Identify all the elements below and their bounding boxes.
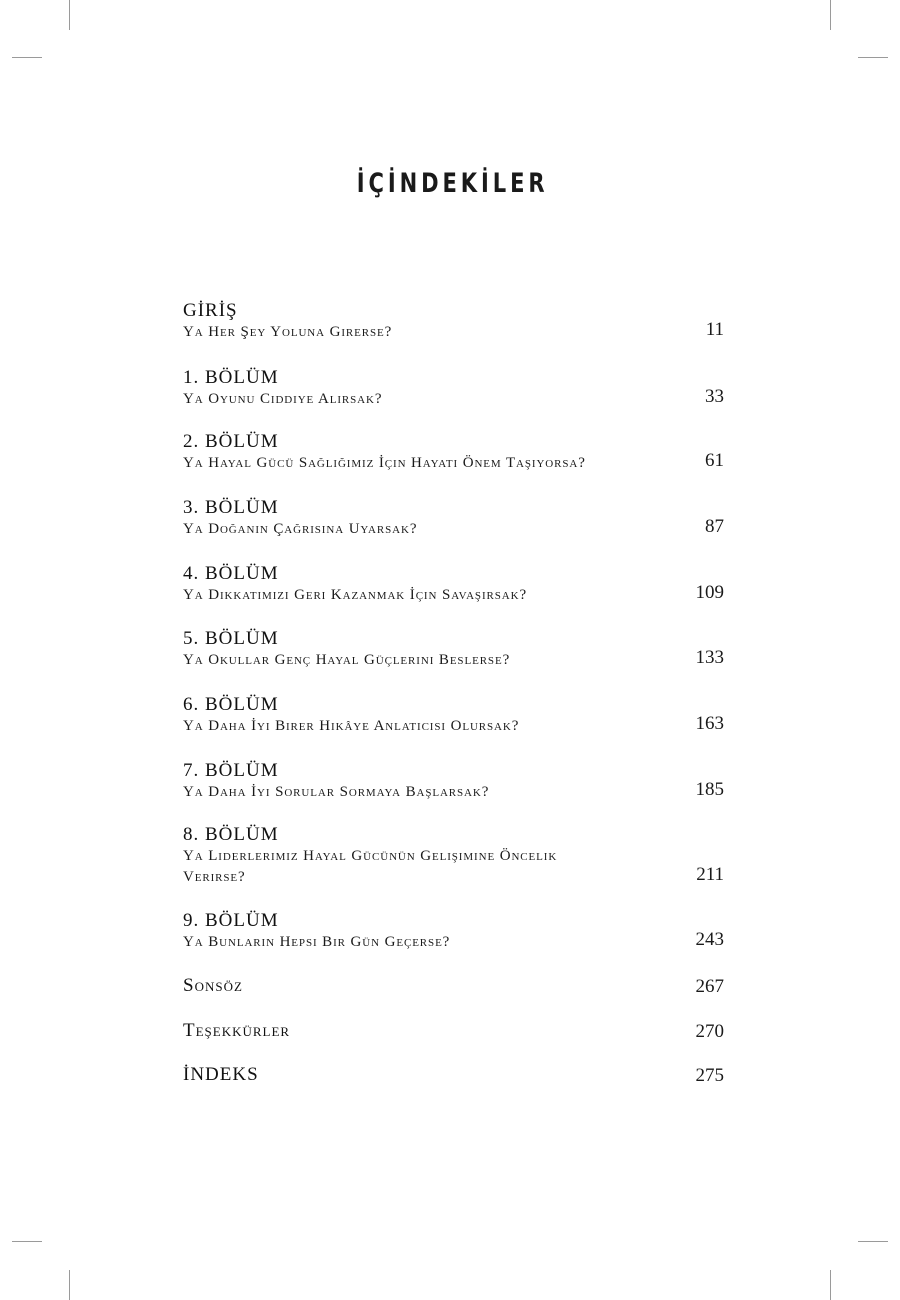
toc-entry[interactable]: [183, 497, 724, 540]
toc-entry[interactable]: [183, 563, 724, 606]
chapter-subtitle: Ya Daha İyi Birer Hikâye Anlatıcısı Olursak?: [183, 718, 520, 734]
toc-entry[interactable]: [183, 910, 724, 953]
chapter-subtitle: Ya Bunların Hepsi Bir Gün Geçerse?: [183, 934, 451, 950]
crop-mark: [12, 57, 42, 58]
chapter-subtitle: Ya Liderlerimiz Hayal Gücünün Gelişimine Öncelik Verirse?: [183, 848, 558, 885]
crop-mark: [12, 1241, 42, 1242]
chapter-subtitle: Ya Doğanın Çağrısına Uyarsak?: [183, 521, 418, 537]
chapter-label: 7. BÖLÜM: [183, 760, 279, 781]
crop-mark: [858, 57, 888, 58]
chapter-subtitle: Ya Daha İyi Sorular Sormaya Başlarsak?: [183, 784, 490, 800]
chapter-label: Sonsöz: [183, 975, 243, 996]
toc-entry[interactable]: [183, 431, 724, 474]
toc-entry[interactable]: [183, 628, 724, 671]
page-number: 275: [695, 1065, 724, 1086]
chapter-subtitle: Ya Hayal Gücü Sağlığımız İçin Hayati Önem Taşıyorsa?: [183, 455, 586, 471]
crop-mark: [830, 0, 831, 30]
page-number: 243: [695, 929, 724, 950]
crop-mark: [69, 1270, 70, 1300]
chapter-subtitle: Ya Oyunu Ciddiye Alırsak?: [183, 391, 383, 407]
page-number: 11: [705, 319, 724, 340]
page-number: 109: [695, 582, 724, 603]
page-number: 185: [695, 779, 724, 800]
crop-mark: [830, 1270, 831, 1300]
page-number: 270: [695, 1021, 724, 1042]
toc-entry[interactable]: [183, 694, 724, 737]
chapter-label: 1. BÖLÜM: [183, 367, 279, 388]
chapter-label: GİRİŞ: [183, 300, 238, 321]
page-number: 163: [695, 713, 724, 734]
chapter-label: 9. BÖLÜM: [183, 910, 279, 931]
toc-entry[interactable]: [183, 367, 724, 410]
chapter-label: 3. BÖLÜM: [183, 497, 279, 518]
page-number: 61: [705, 450, 724, 471]
toc-entry[interactable]: [183, 1063, 724, 1087]
chapter-label: 4. BÖLÜM: [183, 563, 279, 584]
chapter-subtitle: Ya Her Şey Yoluna Girerse?: [183, 324, 393, 340]
toc-entry[interactable]: [183, 1019, 724, 1043]
chapter-subtitle: Ya Okullar Genç Hayal Güçlerini Beslerse?: [183, 652, 511, 668]
chapter-label: 6. BÖLÜM: [183, 694, 279, 715]
chapter-subtitle: Ya Dikkatimizi Geri Kazanmak İçin Savaşırsak?: [183, 587, 528, 603]
page-number: 211: [696, 864, 724, 885]
chapter-label: Teşekkürler: [183, 1020, 291, 1041]
chapter-label: 2. BÖLÜM: [183, 431, 279, 452]
chapter-label: 8. BÖLÜM: [183, 824, 279, 845]
page-title: İÇİNDEKİLER: [356, 168, 549, 199]
toc-entry[interactable]: [183, 300, 724, 343]
page-number: 33: [705, 386, 724, 407]
toc-entry[interactable]: [183, 974, 724, 998]
toc-entry[interactable]: [183, 760, 724, 803]
chapter-label: İNDEKS: [183, 1064, 259, 1085]
page-number: 267: [695, 976, 724, 997]
page-number: 133: [695, 647, 724, 668]
chapter-label: 5. BÖLÜM: [183, 628, 279, 649]
crop-mark: [858, 1241, 888, 1242]
crop-mark: [69, 0, 70, 30]
page-number: 87: [705, 516, 724, 537]
toc-entry[interactable]: [183, 824, 724, 888]
